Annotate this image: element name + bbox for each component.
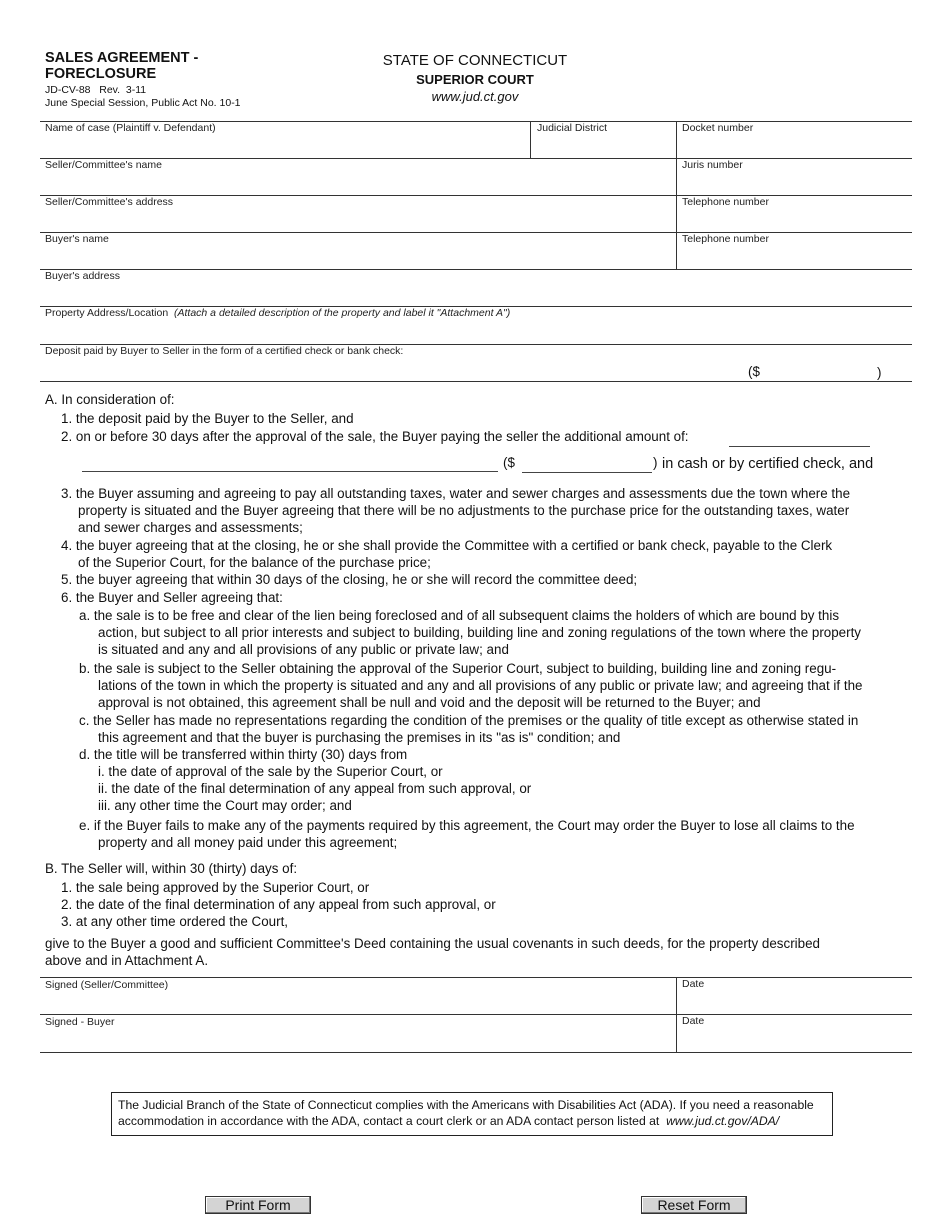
buyer-date-input[interactable]	[679, 1029, 910, 1051]
section-a-item3	[61, 485, 901, 536]
form-title-line1: SALES AGREEMENT -	[45, 50, 199, 66]
deposit-words-input[interactable]	[42, 358, 732, 380]
state-heading: STATE OF CONNECTICUT	[382, 52, 568, 69]
buyer-name-label: Buyer's name	[45, 233, 109, 245]
additional-amount-field-line[interactable]	[729, 446, 870, 447]
section-a-item6: 6. the Buyer and Seller agreeing that:	[61, 590, 283, 605]
property-label-text: Property Address/Location	[45, 307, 169, 319]
property-note: (Attach a detailed description of the property and label it "Attachment A")	[174, 307, 511, 319]
amount-close-paren: )	[653, 455, 658, 470]
juris-number-input[interactable]	[679, 172, 910, 194]
form-code: JD-CV-88 Rev. 3-11	[45, 84, 147, 96]
clause-e	[79, 817, 909, 851]
deposit-label: Deposit paid by Buyer to Seller in the form of a certified check or bank check:	[45, 345, 404, 357]
print-form-button[interactable]: Print Form	[205, 1196, 311, 1214]
buyer-signature-label: Signed - Buyer	[45, 1016, 115, 1028]
divider	[40, 1052, 912, 1053]
court-heading: SUPERIOR COURT	[416, 72, 534, 87]
section-b-heading: B. The Seller will, within 30 (thirty) days of:	[45, 861, 298, 876]
divider	[40, 158, 912, 159]
judicial-district-label: Judicial District	[537, 122, 608, 134]
ada-line1: The Judicial Branch of the State of Connecticut complies with the Americans with Disabilities Act (ADA). If you need a reasonable	[118, 1098, 814, 1112]
form-title	[45, 50, 198, 82]
item4-line2: of the Superior Court, for the balance of the purchase price;	[78, 555, 431, 570]
section-b-item1: 1. the sale being approved by the Superior Court, or	[61, 880, 370, 895]
amount-number-field-line[interactable]	[522, 472, 652, 473]
amount-open-paren: ($	[503, 455, 515, 470]
divider	[40, 232, 912, 233]
item4-line1: 4. the buyer agreeing that at the closing, he or she shall provide the Committee with a certified or bank check, payable to the Clerk	[61, 538, 833, 553]
docket-number-input[interactable]	[679, 135, 910, 157]
seller-telephone-label: Telephone number	[682, 196, 769, 208]
clause-b-line2: lations of the town in which the property is situated and any and all provisions of any public or private law; and agreeing that if the	[98, 678, 863, 693]
clause-d	[79, 746, 909, 814]
seller-address-input[interactable]	[42, 209, 674, 231]
clause-b-line1: b. the sale is subject to the Seller obtaining the approval of the Superior Court, subject to building, building line and zoning regu-	[79, 661, 837, 676]
section-b-item2: 2. the date of the final determination of any appeal from such approval, or	[61, 897, 496, 912]
buyer-name-input[interactable]	[42, 246, 674, 268]
clause-c	[79, 712, 909, 746]
seller-address-label: Seller/Committee's address	[45, 196, 174, 208]
juris-number-label: Juris number	[682, 159, 743, 171]
clause-a-line1: a. the sale is to be free and clear of the lien being foreclosed and of all subsequent claims the holders of which are bound by this	[79, 608, 840, 623]
reset-form-button[interactable]: Reset Form	[641, 1196, 747, 1214]
clause-d-i: i. the date of approval of the sale by the Superior Court, or	[98, 764, 443, 779]
case-name-label: Name of case (Plaintiff v. Defendant)	[45, 122, 216, 134]
divider	[40, 1014, 912, 1015]
seller-name-label: Seller/Committee's name	[45, 159, 162, 171]
item3-line2: property is situated and the Buyer agreeing that there will be no adjustments to the purchase price for the outstanding taxes, water	[78, 503, 850, 518]
divider	[40, 977, 912, 978]
buyer-date-label: Date	[682, 1015, 705, 1027]
property-address-label	[45, 307, 510, 319]
form-title-line2: FORECLOSURE	[45, 66, 157, 82]
divider	[530, 121, 531, 158]
section-b-closing	[45, 935, 905, 969]
deposit-open-paren: ($	[748, 364, 760, 379]
clause-e-line2: property and all money paid under this agreement;	[98, 835, 398, 850]
clause-e-line1: e. if the Buyer fails to make any of the payments required by this agreement, the Court may order the Buyer to lose all claims to the	[79, 818, 855, 833]
deposit-close-paren: )	[877, 365, 882, 380]
buyer-address-label: Buyer's address	[45, 270, 120, 282]
seller-telephone-input[interactable]	[679, 209, 910, 231]
ada-line2-text: accommodation in accordance with the ADA, contact a court clerk or an ADA contact person listed at	[118, 1113, 660, 1128]
divider	[676, 121, 677, 269]
case-name-input[interactable]	[42, 135, 528, 157]
clause-d-iii: iii. any other time the Court may order; and	[98, 798, 352, 813]
ada-link[interactable]: www.jud.ct.gov/ADA/	[666, 1113, 780, 1128]
clause-a-line2: action, but subject to all prior interests and subject to building, building line and zoning regulations of the town where the property	[98, 625, 861, 640]
divider	[40, 269, 912, 270]
court-website: www.jud.ct.gov	[431, 89, 519, 104]
item3-line3: and sewer charges and assessments;	[78, 520, 303, 535]
ada-notice	[111, 1092, 833, 1136]
docket-number-label: Docket number	[682, 122, 754, 134]
deposit-amount-input[interactable]	[766, 360, 874, 380]
section-a-heading: A. In consideration of:	[45, 392, 175, 407]
item3-line1: 3. the Buyer assuming and agreeing to pay all outstanding taxes, water and sewer charges and assessments due the town where the	[61, 486, 851, 501]
judicial-district-input[interactable]	[533, 135, 674, 157]
buyer-signature-input[interactable]	[42, 1029, 674, 1051]
section-a-item4	[61, 537, 901, 571]
seller-signature-label: Signed (Seller/Committee)	[45, 979, 169, 991]
divider	[676, 977, 677, 1052]
clause-b	[79, 660, 909, 711]
buyer-telephone-input[interactable]	[679, 246, 910, 268]
clause-b-line3: approval is not obtained, this agreement shall be null and void and the deposit will be returned to the Buyer; and	[98, 695, 761, 710]
clause-d-line1: d. the title will be transferred within thirty (30) days from	[79, 747, 408, 762]
buyer-telephone-label: Telephone number	[682, 233, 769, 245]
session-note: June Special Session, Public Act No. 10-1	[45, 97, 241, 109]
section-a-item1: 1. the deposit paid by the Buyer to the Seller, and	[61, 411, 354, 426]
section-a-item2: 2. on or before 30 days after the approval of the sale, the Buyer paying the seller the additional amount of:	[61, 429, 689, 444]
clause-c-line2: this agreement and that the buyer is purchasing the premises in its "as is" condition; and	[98, 730, 621, 745]
amount-words-field-line[interactable]	[82, 471, 498, 472]
seller-signature-input[interactable]	[42, 992, 674, 1013]
section-a-item5: 5. the buyer agreeing that within 30 days of the closing, he or she will record the committee deed;	[61, 572, 638, 587]
amount-tail: in cash or by certified check, and	[662, 456, 874, 472]
clause-c-line1: c. the Seller has made no representations regarding the condition of the premises or the quality of title except as otherwise stated in	[79, 713, 859, 728]
property-address-input[interactable]	[42, 320, 910, 343]
section-b-item3: 3. at any other time ordered the Court,	[61, 914, 289, 929]
seller-date-input[interactable]	[679, 992, 910, 1013]
ada-line2	[118, 1114, 832, 1130]
closing-line1: give to the Buyer a good and sufficient Committee's Deed containing the usual covenants in such deeds, for the property described	[45, 936, 820, 951]
buyer-address-input[interactable]	[42, 283, 910, 305]
closing-line2: above and in Attachment A.	[45, 953, 209, 968]
clause-a-line3: is situated and any and all provisions of any public or private law; and	[98, 642, 509, 657]
seller-date-label: Date	[682, 978, 705, 990]
clause-d-ii: ii. the date of the final determination of any appeal from such approval, or	[98, 781, 532, 796]
divider	[40, 381, 912, 382]
seller-name-input[interactable]	[42, 172, 674, 194]
clause-a	[79, 607, 909, 658]
